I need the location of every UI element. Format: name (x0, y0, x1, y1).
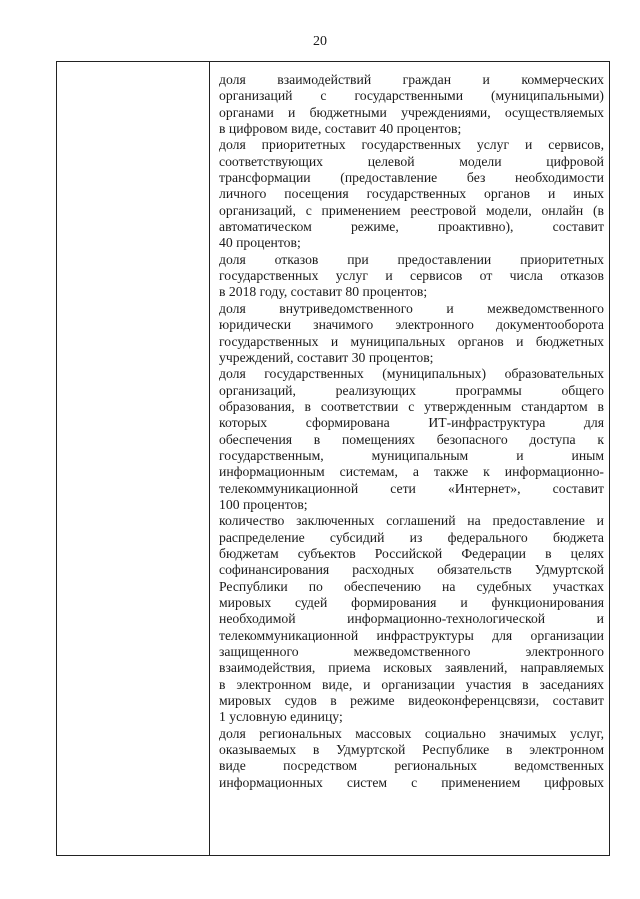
text-line: доля отказов при предоставлении приоритетных (219, 251, 604, 267)
text-line: учреждений, составит 30 процентов; (219, 349, 434, 365)
text-line: обеспечения в помещениях безопасного доступа к (219, 431, 604, 447)
text-line: личного посещения государственных органов и иных (219, 186, 604, 202)
text-line: государственных услуг и сервисов от числа отказов (219, 268, 604, 284)
text-line: организаций, реализующих программы общего (219, 382, 604, 398)
text-line: оказываемых в Удмуртской Республике в электронном (219, 742, 604, 758)
text-line: телекоммуникационной инфраструктуры для организации (219, 627, 604, 643)
text-line: виде посредством региональных ведомственных (219, 758, 604, 774)
text-line: доля региональных массовых социально значимых услуг, (219, 725, 604, 741)
text-line: организаций, с применением реестровой модели, онлайн (в (219, 202, 604, 218)
text-line: 1 условную единицу; (219, 709, 343, 725)
text-line: телекоммуникационной сети «Интернет», составит (219, 480, 604, 496)
text-line: организаций с государственными (муниципальными) (219, 88, 604, 104)
column-divider (209, 62, 210, 855)
text-line: доля внутриведомственного и межведомственного (219, 300, 604, 316)
text-line: которых сформирована ИТ-инфраструктура для (219, 415, 604, 431)
page-number: 20 (313, 34, 327, 49)
text-line: необходимой информационно-технологической и (219, 611, 604, 627)
text-line: государственным, муниципальным и иным (219, 447, 604, 463)
text-line: образования, в соответствии с утвержденным стандартом в (219, 398, 604, 414)
text-line: мировых судов в режиме видеоконференцсвязи, составит (219, 693, 604, 709)
text-line: информационных систем с применением цифровых (219, 774, 604, 790)
text-line: мировых судей формирования и функционирования (219, 595, 604, 610)
text-line: доля приоритетных государственных услуг и сервисов, (219, 137, 604, 153)
text-line: трансформации (предоставление без необходимости (219, 170, 604, 186)
text-line: взаимодействия, приема исковых заявлений, направляемых (219, 660, 604, 676)
text-line: в электронном виде, и организации участия в заседаниях (219, 676, 604, 692)
text-line: юридически значимого электронного документооборота (219, 317, 604, 333)
text-line: в 2018 году, составит 80 процентов; (219, 284, 428, 300)
text-line: распределение субсидий из федерального бюджета (219, 529, 604, 545)
table-left-cell (57, 62, 209, 855)
text-line: автоматическом режиме, проактивно), составит (219, 219, 604, 235)
document-table (56, 61, 610, 856)
table-right-cell (219, 72, 604, 791)
text-line: информационным системам, а также к информационно- (219, 464, 604, 480)
text-line: защищенного межведомственного электронного (219, 644, 604, 660)
text-line: количество заключенных соглашений на предоставление и (219, 513, 604, 529)
text-line: доля взаимодействий граждан и коммерческих (219, 72, 604, 87)
text-line: в цифровом виде, составит 40 процентов; (219, 121, 462, 137)
text-line: соответствующих целевой модели цифровой (219, 153, 604, 169)
text-line: доля государственных (муниципальных) образовательных (219, 366, 604, 382)
text-line: 40 процентов; (219, 235, 301, 251)
text-line: органами и бюджетными учреждениями, осуществляемых (219, 104, 604, 120)
text-line: 100 процентов; (219, 496, 308, 512)
text-line: государственных и муниципальных органов и бюджетных (219, 333, 604, 349)
text-line: бюджетам субъектов Российской Федерации в целях (219, 545, 604, 561)
text-line: Республики по обеспечению на судебных участках (219, 578, 604, 594)
text-line: софинансирования расходных обязательств Удмуртской (219, 562, 604, 578)
